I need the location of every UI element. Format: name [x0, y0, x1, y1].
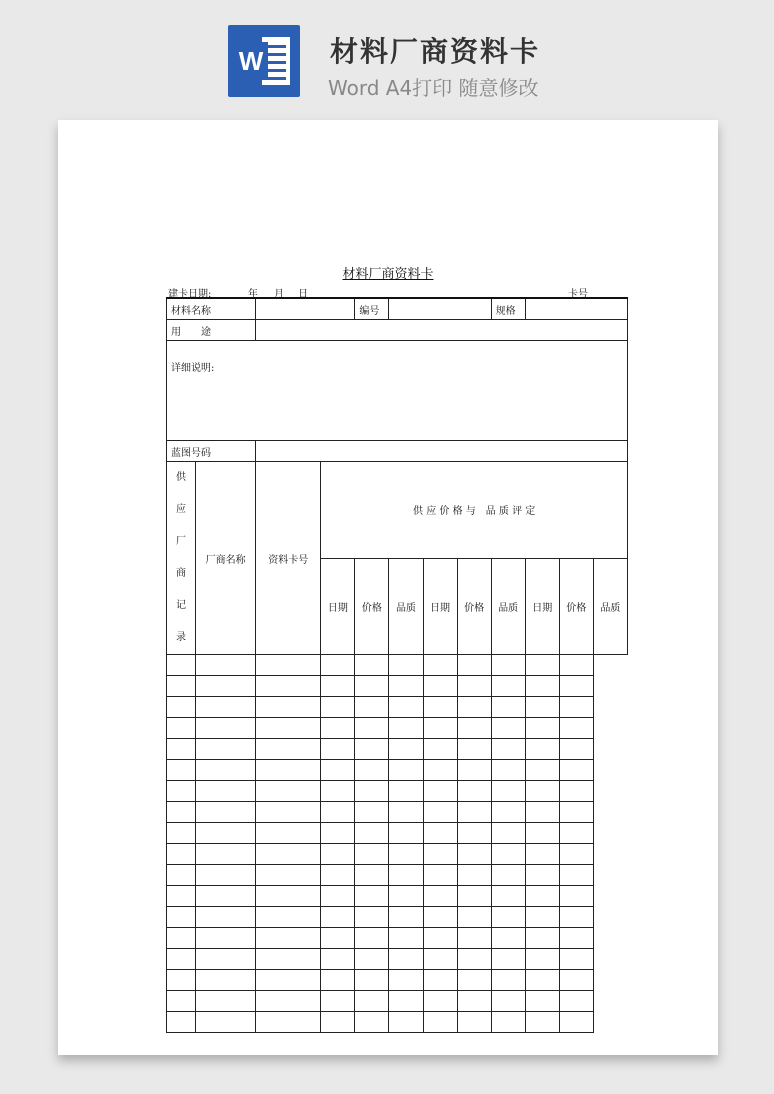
detail-description-field[interactable] — [167, 341, 628, 441]
word-icon — [228, 25, 300, 97]
record-cell[interactable] — [491, 802, 525, 823]
evaluation-subheader: 品质 — [491, 558, 525, 655]
table-row — [167, 823, 628, 844]
record-cell[interactable] — [389, 886, 423, 907]
record-cell[interactable] — [167, 844, 196, 865]
record-cell[interactable] — [196, 823, 256, 844]
build-date-label: 建卡日期: — [168, 289, 212, 300]
record-cell[interactable] — [355, 655, 389, 676]
record-cell[interactable] — [559, 928, 593, 949]
record-cell[interactable] — [321, 991, 355, 1012]
record-cell[interactable] — [196, 697, 256, 718]
record-cell[interactable] — [457, 781, 491, 802]
record-cell[interactable] — [457, 676, 491, 697]
record-cell[interactable] — [196, 676, 256, 697]
record-cell[interactable] — [389, 802, 423, 823]
record-cell[interactable] — [321, 739, 355, 760]
record-cell[interactable] — [167, 802, 196, 823]
record-cell[interactable] — [389, 865, 423, 886]
record-cell[interactable] — [389, 907, 423, 928]
record-cell[interactable] — [559, 991, 593, 1012]
record-cell[interactable] — [167, 886, 196, 907]
record-cell[interactable] — [559, 865, 593, 886]
record-cell[interactable] — [457, 928, 491, 949]
record-cell[interactable] — [321, 697, 355, 718]
record-cell[interactable] — [491, 1012, 525, 1033]
record-cell[interactable] — [525, 928, 559, 949]
record-cell[interactable] — [355, 697, 389, 718]
record-cell[interactable] — [389, 928, 423, 949]
record-cell[interactable] — [256, 970, 321, 991]
year-label: 年 — [248, 289, 258, 300]
record-cell[interactable] — [355, 718, 389, 739]
record-cell[interactable] — [525, 739, 559, 760]
record-cell[interactable] — [525, 655, 559, 676]
record-cell[interactable] — [457, 823, 491, 844]
record-cell[interactable] — [559, 760, 593, 781]
record-cell[interactable] — [256, 1012, 321, 1033]
evaluation-subheader: 日期 — [423, 558, 457, 655]
record-cell[interactable] — [256, 781, 321, 802]
record-cell[interactable] — [355, 781, 389, 802]
blueprint-field[interactable] — [256, 441, 628, 462]
record-cell[interactable] — [423, 802, 457, 823]
record-cell[interactable] — [167, 928, 196, 949]
record-cell[interactable] — [256, 907, 321, 928]
record-cell[interactable] — [389, 1012, 423, 1033]
record-cell[interactable] — [457, 1012, 491, 1033]
word-logo-letter: W — [234, 42, 268, 80]
table-row — [167, 886, 628, 907]
record-cell[interactable] — [559, 949, 593, 970]
side-label-char: 应 — [176, 504, 187, 515]
banner-subtitle: Word A4打印 随意修改 — [328, 76, 539, 100]
record-cell[interactable] — [321, 676, 355, 697]
record-cell[interactable] — [256, 823, 321, 844]
record-cell[interactable] — [167, 781, 196, 802]
month-label: 月 — [274, 289, 284, 300]
record-cell[interactable] — [491, 676, 525, 697]
vendor-record-side-label — [167, 462, 196, 655]
table-row — [167, 781, 628, 802]
record-cell[interactable] — [321, 907, 355, 928]
record-cell[interactable] — [559, 823, 593, 844]
record-cell[interactable] — [256, 865, 321, 886]
record-cell[interactable] — [457, 739, 491, 760]
record-cell[interactable] — [491, 907, 525, 928]
record-cell[interactable] — [423, 1012, 457, 1033]
record-cell[interactable] — [321, 718, 355, 739]
record-cell[interactable] — [525, 970, 559, 991]
record-cell[interactable] — [525, 907, 559, 928]
record-cell[interactable] — [355, 886, 389, 907]
usage-label: 用 途 — [167, 320, 256, 341]
record-cell[interactable] — [423, 907, 457, 928]
side-label-char: 厂 — [176, 536, 187, 547]
record-cell[interactable] — [389, 991, 423, 1012]
record-cell[interactable] — [525, 823, 559, 844]
record-cell[interactable] — [559, 970, 593, 991]
card-number-label: 卡号 — [568, 289, 588, 300]
record-cell[interactable] — [355, 865, 389, 886]
record-cell[interactable] — [321, 886, 355, 907]
record-cell[interactable] — [355, 676, 389, 697]
record-cell[interactable] — [355, 949, 389, 970]
record-cell[interactable] — [256, 655, 321, 676]
record-cell[interactable] — [196, 739, 256, 760]
record-cell[interactable] — [256, 991, 321, 1012]
record-cell[interactable] — [525, 760, 559, 781]
record-cell[interactable] — [423, 970, 457, 991]
record-cell[interactable] — [355, 970, 389, 991]
record-cell[interactable] — [491, 760, 525, 781]
record-cell[interactable] — [167, 970, 196, 991]
record-cell[interactable] — [256, 739, 321, 760]
record-cell[interactable] — [389, 697, 423, 718]
record-cell[interactable] — [559, 697, 593, 718]
evaluation-subheader: 日期 — [321, 558, 355, 655]
record-cell[interactable] — [457, 970, 491, 991]
record-cell[interactable] — [321, 802, 355, 823]
table-row — [167, 970, 628, 991]
record-cell[interactable] — [321, 844, 355, 865]
record-cell[interactable] — [196, 928, 256, 949]
record-cell[interactable] — [491, 886, 525, 907]
record-cell[interactable] — [256, 760, 321, 781]
record-cell[interactable] — [457, 907, 491, 928]
record-cell[interactable] — [389, 949, 423, 970]
table-row — [167, 697, 628, 718]
record-cell[interactable] — [491, 928, 525, 949]
table-row — [167, 739, 628, 760]
spec-field[interactable] — [525, 298, 627, 320]
record-cell[interactable] — [196, 781, 256, 802]
record-cell[interactable] — [491, 781, 525, 802]
record-cell[interactable] — [457, 949, 491, 970]
record-cell[interactable] — [525, 718, 559, 739]
record-cell[interactable] — [491, 970, 525, 991]
record-cell[interactable] — [389, 970, 423, 991]
table-row — [167, 949, 628, 970]
table-row — [167, 865, 628, 886]
record-cell[interactable] — [423, 928, 457, 949]
record-cell[interactable] — [457, 655, 491, 676]
record-cell[interactable] — [389, 655, 423, 676]
record-cell[interactable] — [559, 655, 593, 676]
record-cell[interactable] — [167, 718, 196, 739]
record-cell[interactable] — [196, 1012, 256, 1033]
record-cell[interactable] — [196, 886, 256, 907]
record-cell[interactable] — [491, 739, 525, 760]
day-label: 日 — [298, 289, 308, 300]
side-label-char: 录 — [176, 632, 187, 643]
record-cell[interactable] — [167, 655, 196, 676]
record-cell[interactable] — [491, 823, 525, 844]
record-cell[interactable] — [167, 907, 196, 928]
record-cell[interactable] — [196, 907, 256, 928]
record-cell[interactable] — [355, 739, 389, 760]
record-cell[interactable] — [525, 1012, 559, 1033]
record-cell[interactable] — [559, 739, 593, 760]
record-cell[interactable] — [321, 760, 355, 781]
record-cell[interactable] — [525, 865, 559, 886]
record-cell[interactable] — [256, 949, 321, 970]
record-cell[interactable] — [196, 991, 256, 1012]
evaluation-header: 供 应 价 格 与 品 质 评 定 — [321, 462, 628, 559]
record-cell[interactable] — [525, 991, 559, 1012]
record-cell[interactable] — [389, 823, 423, 844]
record-cell[interactable] — [559, 1012, 593, 1033]
record-cell[interactable] — [321, 928, 355, 949]
code-label: 编号 — [355, 298, 389, 320]
record-cell[interactable] — [321, 781, 355, 802]
evaluation-subheader: 品质 — [389, 558, 423, 655]
table-row — [167, 655, 628, 676]
record-cell[interactable] — [525, 886, 559, 907]
record-cell[interactable] — [196, 865, 256, 886]
record-cell[interactable] — [525, 802, 559, 823]
record-cell[interactable] — [256, 928, 321, 949]
record-cell[interactable] — [321, 865, 355, 886]
record-cell[interactable] — [491, 655, 525, 676]
table-row — [167, 760, 628, 781]
record-cell[interactable] — [491, 718, 525, 739]
material-name-field[interactable] — [256, 298, 355, 320]
record-cell[interactable] — [321, 1012, 355, 1033]
record-cell[interactable] — [167, 739, 196, 760]
record-cell[interactable] — [457, 865, 491, 886]
record-cell[interactable] — [256, 676, 321, 697]
record-cell[interactable] — [525, 697, 559, 718]
record-cell[interactable] — [423, 697, 457, 718]
table-row — [167, 928, 628, 949]
record-cell[interactable] — [256, 697, 321, 718]
record-cell[interactable] — [525, 949, 559, 970]
record-cell[interactable] — [559, 844, 593, 865]
table-row — [167, 676, 628, 697]
record-cell[interactable] — [321, 970, 355, 991]
record-cell[interactable] — [491, 865, 525, 886]
record-cell[interactable] — [167, 949, 196, 970]
record-cell[interactable] — [355, 991, 389, 1012]
table-row — [167, 1012, 628, 1033]
blueprint-label: 蓝图号码 — [167, 441, 256, 462]
record-cell[interactable] — [423, 718, 457, 739]
record-cell[interactable] — [167, 1012, 196, 1033]
record-cell[interactable] — [355, 823, 389, 844]
record-cell[interactable] — [256, 802, 321, 823]
record-cell[interactable] — [196, 949, 256, 970]
record-cell[interactable] — [389, 676, 423, 697]
header-banner — [0, 0, 774, 112]
record-cell[interactable] — [196, 970, 256, 991]
record-cell[interactable] — [167, 676, 196, 697]
record-cell[interactable] — [525, 676, 559, 697]
record-cell[interactable] — [423, 865, 457, 886]
record-cell[interactable] — [423, 844, 457, 865]
side-label-char: 记 — [176, 600, 187, 611]
record-cell[interactable] — [256, 844, 321, 865]
record-cell[interactable] — [457, 991, 491, 1012]
record-cell[interactable] — [321, 949, 355, 970]
record-cell[interactable] — [196, 718, 256, 739]
record-cell[interactable] — [423, 781, 457, 802]
record-cell[interactable] — [355, 844, 389, 865]
record-cell[interactable] — [167, 865, 196, 886]
record-cell[interactable] — [423, 949, 457, 970]
record-cell[interactable] — [457, 718, 491, 739]
code-field[interactable] — [389, 298, 491, 320]
material-name-label: 材料名称 — [167, 298, 256, 320]
record-cell[interactable] — [423, 655, 457, 676]
side-label-char: 供 — [176, 472, 187, 483]
table-row — [167, 718, 628, 739]
record-cell[interactable] — [457, 886, 491, 907]
record-cell[interactable] — [196, 844, 256, 865]
record-cell[interactable] — [457, 802, 491, 823]
record-cell[interactable] — [355, 907, 389, 928]
spec-label: 规格 — [491, 298, 525, 320]
record-cell[interactable] — [196, 655, 256, 676]
record-cell[interactable] — [355, 928, 389, 949]
record-cell[interactable] — [457, 697, 491, 718]
table-row — [167, 991, 628, 1012]
record-cell[interactable] — [256, 886, 321, 907]
record-cell[interactable] — [355, 802, 389, 823]
record-cell[interactable] — [196, 802, 256, 823]
record-cell[interactable] — [167, 823, 196, 844]
record-cell[interactable] — [167, 697, 196, 718]
vendor-name-header: 厂商名称 — [196, 462, 256, 655]
record-cell[interactable] — [525, 781, 559, 802]
table-row — [167, 844, 628, 865]
record-cell[interactable] — [196, 760, 256, 781]
record-cell[interactable] — [423, 991, 457, 1012]
record-cell[interactable] — [559, 886, 593, 907]
table-row — [167, 907, 628, 928]
record-cell[interactable] — [525, 844, 559, 865]
record-cell[interactable] — [559, 676, 593, 697]
record-cell[interactable] — [491, 844, 525, 865]
record-cell[interactable] — [423, 760, 457, 781]
record-cell[interactable] — [491, 949, 525, 970]
side-label-char: 商 — [176, 568, 187, 579]
evaluation-subheader: 价格 — [355, 558, 389, 655]
card-number-header: 资料卡号 — [256, 462, 321, 655]
record-cell[interactable] — [491, 991, 525, 1012]
detail-label: 详细说明: — [171, 363, 215, 374]
vendor-form-table — [166, 297, 628, 1033]
record-cell[interactable] — [423, 823, 457, 844]
record-cell[interactable] — [167, 760, 196, 781]
record-cell[interactable] — [491, 697, 525, 718]
evaluation-subheader: 品质 — [593, 558, 627, 655]
record-cell[interactable] — [559, 802, 593, 823]
evaluation-subheader: 价格 — [559, 558, 593, 655]
evaluation-subheader: 价格 — [457, 558, 491, 655]
record-cell[interactable] — [256, 718, 321, 739]
record-cell[interactable] — [559, 907, 593, 928]
record-cell[interactable] — [423, 739, 457, 760]
table-row — [167, 802, 628, 823]
record-cell[interactable] — [389, 781, 423, 802]
evaluation-subheader: 日期 — [525, 558, 559, 655]
record-cell[interactable] — [167, 991, 196, 1012]
record-cell[interactable] — [321, 823, 355, 844]
record-cell[interactable] — [423, 676, 457, 697]
banner-title: 材料厂商资料卡 — [330, 35, 541, 68]
record-cell[interactable] — [389, 844, 423, 865]
document-page — [58, 120, 718, 1055]
document-title: 材料厂商资料卡 — [342, 267, 434, 282]
record-cell[interactable] — [457, 844, 491, 865]
record-cell[interactable] — [389, 739, 423, 760]
record-cell[interactable] — [355, 1012, 389, 1033]
usage-field[interactable] — [256, 320, 628, 341]
record-cell[interactable] — [423, 886, 457, 907]
record-cell[interactable] — [559, 781, 593, 802]
record-cell[interactable] — [389, 718, 423, 739]
record-cell[interactable] — [457, 760, 491, 781]
record-cell[interactable] — [559, 718, 593, 739]
record-cell[interactable] — [355, 760, 389, 781]
record-cell[interactable] — [389, 760, 423, 781]
record-cell[interactable] — [321, 655, 355, 676]
